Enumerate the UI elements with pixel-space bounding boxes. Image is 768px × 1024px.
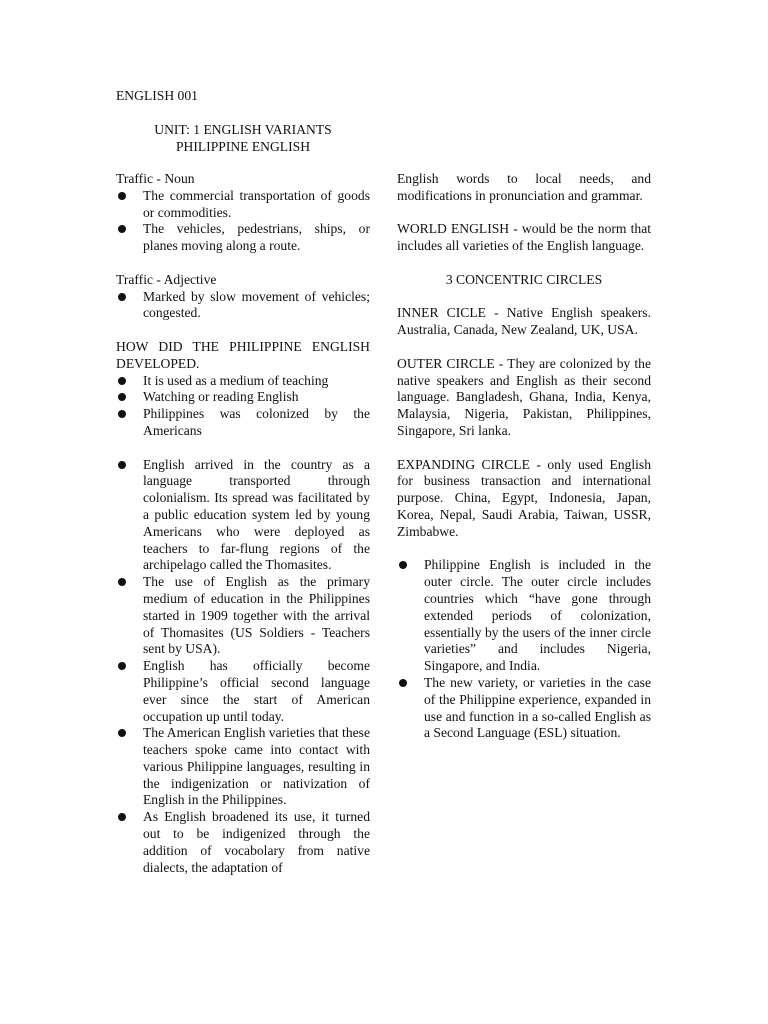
concentric-circles-heading: 3 CONCENTRIC CIRCLES <box>445 271 603 287</box>
bullet-icon <box>399 679 407 687</box>
list-item: As English broadened its use, it turned out to be indigenized through the addition of vocabolary from native dialects, the adaptation of <box>116 809 370 876</box>
list-item: Marked by slow movement of vehicles; congested. <box>116 289 370 323</box>
bullet-icon <box>118 578 126 586</box>
unit-title: UNIT: 1 ENGLISH VARIANTS <box>154 122 332 137</box>
list-item: Philippine English is included in the outer circle. The outer circle includes countries which “have gone through extended periods of colonization, essentially by the users of the inner circle varieties” and includes Nigeria, Singapore, and India. <box>397 557 651 675</box>
bullet-icon <box>118 192 126 200</box>
inner-circle-paragraph: INNER CICLE - Native English speakers. Australia, Canada, New Zealand, UK, USA. <box>397 305 651 338</box>
development-heading: HOW DID THE PHILIPPINE ENGLISH DEVELOPED. <box>116 338 370 371</box>
bullet-icon <box>118 377 126 385</box>
list-item: Philippines was colonized by the Americans <box>116 406 370 440</box>
development-list <box>116 373 370 440</box>
right-column <box>397 171 651 742</box>
list-item: It is used as a medium of teaching <box>116 373 370 390</box>
left-column <box>116 171 370 876</box>
traffic-adjective-list <box>116 289 370 323</box>
course-code: ENGLISH 001 <box>116 88 198 103</box>
expanding-circle-paragraph: EXPANDING CIRCLE - only used English for business transaction and international purpose. China, Egypt, Indonesia, Japan, Korea, Nepal, Saudi Arabia, Taiwan, USSR, Zimbabwe. <box>397 456 651 539</box>
list-item: English has officially become Philippine’s official second language ever since the start of American occupation up until today. <box>116 658 370 725</box>
list-item: The commercial transportation of goods or commodities. <box>116 188 370 222</box>
bullet-icon <box>118 410 126 418</box>
world-english-paragraph: WORLD ENGLISH - would be the norm that includes all varieties of the English language. <box>397 221 651 254</box>
list-item: English arrived in the country as a language transported through colonialism. Its spread was facilitated by a public education system led by young Americans who were deployed as teachers to far-flung regions of the archipelago called the Thomasites. <box>116 457 370 575</box>
bullet-icon <box>118 293 126 301</box>
traffic-noun-list <box>116 188 370 255</box>
outer-circle-paragraph: OUTER CIRCLE - They are colonized by the native speakers and English as their second language. Bangladesh, Ghana, India, Kenya, Malaysia, Nigeria, Pakistan, Philippines, Singapore, Sri lanka. <box>397 355 651 438</box>
bullet-icon <box>118 662 126 670</box>
philippine-english-list <box>397 557 651 742</box>
traffic-adjective-heading: Traffic - Adjective <box>116 271 217 287</box>
bullet-icon <box>118 225 126 233</box>
bullet-icon <box>118 813 126 821</box>
traffic-noun-heading: Traffic - Noun <box>116 171 195 186</box>
list-item: The use of English as the primary medium of education in the Philippines started in 1909 together with the arrival of Thomasites (US Soldiers - Teachers sent by USA). <box>116 574 370 658</box>
continuation-paragraph: English words to local needs, and modifications in pronunciation and grammar. <box>397 171 651 203</box>
topic-title: PHILIPPINE ENGLISH <box>175 139 311 154</box>
list-item: The new variety, or varieties in the case of the Philippine experience, expanded in use and function in a so-called English as a Second Language (ESL) situation. <box>397 675 651 742</box>
list-item: Watching or reading English <box>116 389 370 406</box>
list-item: The vehicles, pedestrians, ships, or planes moving along a route. <box>116 221 370 255</box>
bullet-icon <box>399 561 407 569</box>
list-item: The American English varieties that these teachers spoke came into contact with various Philippine languages, resulting in the indigenization or nativization of English in the Philippines. <box>116 725 370 809</box>
history-list <box>116 457 370 877</box>
bullet-icon <box>118 461 126 469</box>
bullet-icon <box>118 729 126 737</box>
bullet-icon <box>118 393 126 401</box>
unit-title-block <box>116 121 370 155</box>
